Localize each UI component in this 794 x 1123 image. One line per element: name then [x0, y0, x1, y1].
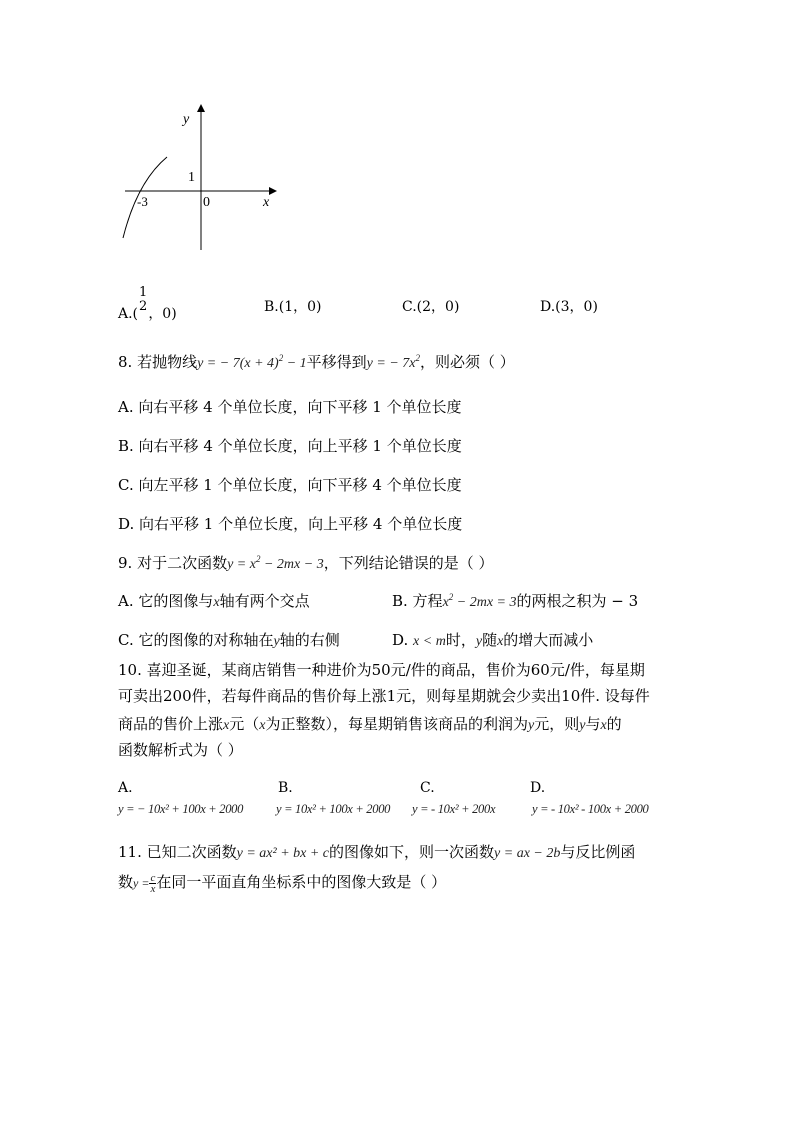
q10-line-1: 10. 喜迎圣诞，某商店销售一种进价为50元/件的商品，售价为60元/件，每星期	[118, 661, 645, 679]
q8-option-d: D. 向右平移 1 个单位长度，向上平移 4 个单位长度	[118, 515, 463, 533]
q9-option-d: D. x < m时，y随x的增大而减小	[392, 631, 594, 649]
q9-stem: 9. 对于二次函数$y = x^2 - 2mx - 3$，下列结论错误的是（ ）	[118, 554, 494, 572]
q8-stem: 8. 若抛物线y = − $7(x + 4)^2 - 1$平移得到y = − $7x^2$，则必须（ ）	[118, 353, 515, 371]
x-axis-label: x	[263, 195, 270, 210]
y-axis-label: y	[183, 112, 190, 127]
q10-line-2: 可卖出200件，若每件商品的售价每上涨1元，则每星期就会少卖出10件. 设每件	[118, 687, 650, 705]
q8-option-a: A. 向右平移 4 个单位长度，向下平移 1 个单位长度	[118, 398, 462, 416]
q7-option-d: D.(3，0)	[540, 299, 598, 315]
tick-one-label: 1	[188, 170, 195, 185]
q8-option-c: C. 向左平移 1 个单位长度，向下平移 4 个单位长度	[118, 476, 462, 494]
tick-neg3-label: -3	[137, 194, 148, 209]
parabola-graph	[115, 100, 285, 260]
q10-option-d-formula: y = - 10x² - 100x + 2000	[532, 802, 649, 816]
q10-option-a-formula: y = − 10x² + 100x + 2000	[118, 802, 244, 816]
q7-option-c: C.(2，0)	[402, 299, 460, 315]
q10-option-b-label: B.	[278, 780, 293, 796]
q10-line-4: 函数解析式为（ ）	[118, 741, 243, 759]
q10-option-c-formula: y = - 10x² + 200x	[412, 802, 496, 816]
q10-option-c-label: C.	[420, 780, 435, 796]
q7-option-b: B.(1，0)	[264, 299, 322, 315]
q10-line-3: 商品的售价上涨x元（x为正整数），每星期销售该商品的利润为y元，则y与x的	[118, 715, 622, 733]
q11-line-2: 数y = $\frac{c}{x}$ 在同一平面直角坐标系中的图像大致是（ ）	[118, 871, 447, 895]
q7-option-a: A.( 1 2 ，0)	[118, 285, 177, 322]
q10-option-a-label: A.	[118, 780, 133, 796]
q8-option-b: B. 向右平移 4 个单位长度，向上平移 1 个单位长度	[118, 437, 462, 455]
q9-option-b: B. 方程$x^2 - 2mx = 3$的两根之积为 − 3	[392, 592, 639, 610]
q10-option-b-formula: y = 10x² + 100x + 2000	[276, 802, 391, 816]
origin-label: 0	[203, 195, 210, 210]
q11-line-1: 11. 已知二次函数y = ax² + bx + c的图像如下，则一次函数y = ax − 2b与反比例函	[118, 843, 636, 861]
q9-option-a: A. 它的图像与x轴有两个交点	[118, 592, 310, 610]
q10-option-d-label: D.	[530, 780, 546, 796]
q9-option-c: C. 它的图像的对称轴在y轴的右侧	[118, 631, 340, 649]
